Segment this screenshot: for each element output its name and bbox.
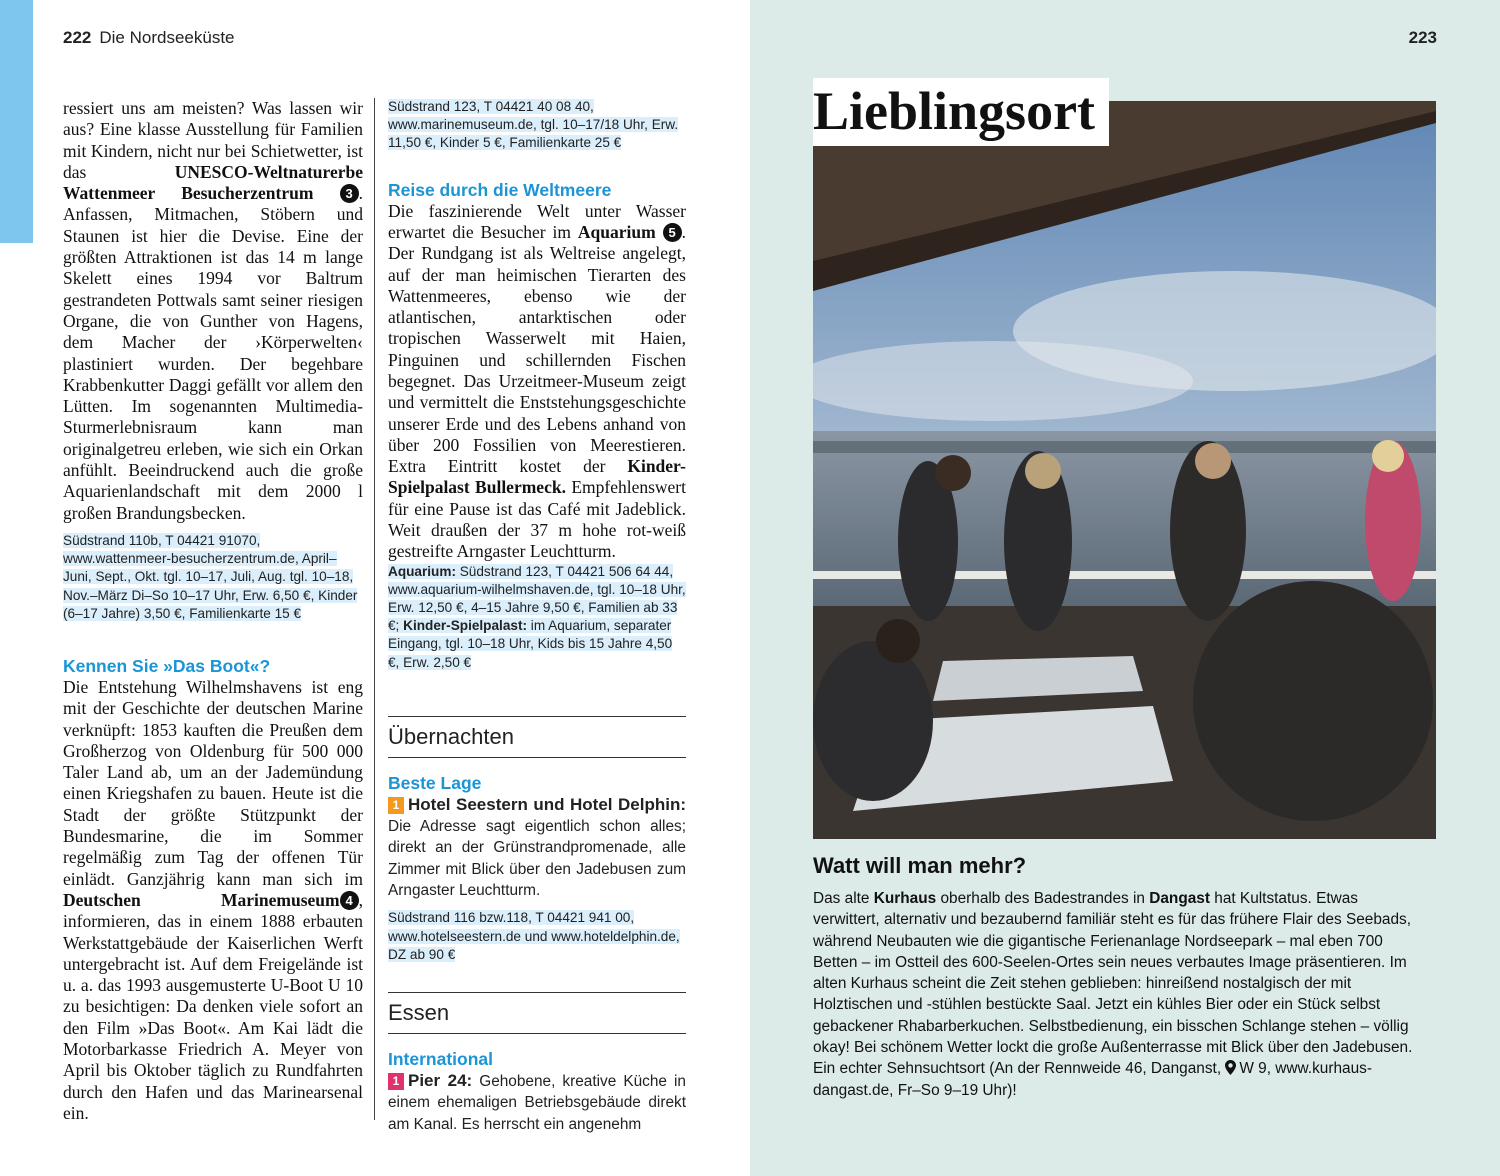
text-run: . Anfassen, Mitmachen, Stöbern und Staunen ist hier die Devise. Eine der größten Attraktionen ist das 14 m lange Skelett eines 1994 vor Baltrum gestrandeten Pottwals samt seiner riesigen Organe, die von Gunther von Hagens, dem Macher der ›Körperwelten‹ plastiniert wurden. Der begehbare Krabbenkutter Daggi gefällt vor allem den Lütten. Im sogenannten Multimedia-Sturmerlebnisraum kann man originalgetreu erleben, wie sich ein Orkan anfühlt. Beeindruckend auch die große Aquarienlandschaft mit dem 2000 l großen Brandungsbecken.: [63, 183, 363, 523]
hotel-entry: [388, 794, 686, 901]
highlight-title: Lieblingsort: [813, 81, 1096, 141]
restaurant-marker: 1: [388, 1073, 404, 1090]
restaurant-entry: [388, 1070, 686, 1135]
subhead-das-boot: Kennen Sie »Das Boot«?: [63, 655, 271, 676]
feature-text: [813, 888, 1413, 1101]
poi-marker: 5: [663, 223, 682, 242]
terrace-photo: [813, 101, 1436, 839]
text-run: hat Kultstatus. Etwas verwittert, alternativ und bezaubernd familiär steht es für das frühere Flair des Seebads, während Neubauten wie die gigantische Ferienanlage Nordseepark – mal eben 700 Betten – im Ostteil des 600-Seelen-Ortes sein neues verbautes Image präsentieren. Im alten Kurhaus scheint die Zeit stehen geblieben: hinreißend nostalgisch der mit Holztischen und -stühlen bestückte Saal. Jetzt ein kühles Bier oder ein Stück selbst gebackener Rhabarberkuchen. Selbstbedienung, ein bisschen Schlange stehen – völlig okay! Bei schönem Wetter lockt die große Außenterrasse mit Blick über den Jadebusen. Ein echter Sehnsuchtsort (An der Rennweide 46, Danganst,: [813, 890, 1413, 1078]
paragraph-marine: [63, 677, 363, 1124]
running-title: Die Nordseeküste: [99, 28, 235, 47]
place-name: Dangast: [1149, 890, 1210, 907]
info-label: Aquarium:: [388, 563, 456, 579]
column-divider: [374, 98, 375, 1120]
page-header-left: [63, 28, 235, 48]
hotel-name: Hotel Seestern und Hotel Delphin:: [408, 794, 686, 814]
info-text: Südstrand 123, T 04421 40 08 40, www.marinemuseum.de, tgl. 10–17/18 Uhr, Erw. 11,50 €, Kinder 5 €, Familienkarte 25 €: [388, 99, 679, 151]
column-1: [63, 98, 363, 1124]
poi-marker: 4: [340, 891, 359, 910]
poi-name: Kinder-Spielpalast Bullermeck.: [388, 456, 686, 498]
text-run: Das alte: [813, 890, 874, 907]
text-run: Die faszinierende Welt unter Wasser erwartet die Besucher im: [388, 200, 686, 242]
info-text: Südstrand 110b, T 04421 91070, www.wattenmeer-besucherzentrum.de, April–Juni, Sept., Okt. tgl. 10–17, Juli, Aug. tgl. 10–18, Nov.–März Di–So 10–17 Uhr, Erw. 6,50 €, Kinder (6–17 Jahre) 3,50 €, Familienkarte 15 €: [63, 532, 358, 621]
text-run: , informieren, das in einem 1888 erbauten Werkstattgebäude der Kaiserlichen Werft untergebracht ist. Auf dem Freigelände ist u. a. das 1993 ausgemusterte U-Boot U 10 zu besichtigen: Da denken viele sofort an den Film »Das Boot«. Am Kai lädt die Motorbarkasse Friedrich A. Meyer von April bis Oktober täglich zu Rundfahrten durch den Hafen und das Marinearsenal ein.: [63, 889, 363, 1123]
subhead-beste-lage: Beste Lage: [388, 772, 482, 793]
page-header-right: [1409, 28, 1437, 48]
page-number: 223: [1408, 28, 1437, 47]
info-text: Südstrand 123, T 04421 506 64 44, www.aquarium-wilhelmshaven.de, tgl. 10–18 Uhr, Erw. 12,50 €, 4–15 Jahre 9,50 €, Familien ab 33 €;: [388, 563, 686, 634]
poi-marker: 3: [340, 184, 359, 203]
paragraph-besucherzentrum: [63, 98, 363, 524]
info-besucherzentrum: [63, 532, 363, 623]
hotel-description: Die Adresse sagt eigentlich schon alles; direkt an der Grünstrandpromenade, alle Zimmer mit Blick über den Jadebusen zum Arngaster Leuchtturm.: [388, 818, 686, 900]
page-number: 222: [63, 28, 92, 47]
text-run: , www.kurhaus-dangast.de, Fr–So 9–19 Uhr)!: [813, 1060, 1372, 1099]
feature-title: Watt will man mehr?: [813, 853, 1027, 878]
poi-name: UNESCO-Weltnaturerbe Wattenmeer Besucherzentrum: [63, 161, 363, 204]
text-run: oberhalb des Badestrandes in: [936, 890, 1150, 907]
restaurant-name: Pier 24:: [408, 1070, 473, 1090]
restaurant-description: Gehobene, kreative Küche in einem ehemaligen Betriebsgebäude direkt am Kanal. Es herrscht ein angenehm: [388, 1072, 686, 1133]
text-run: Die Entstehung Wilhelmshavens ist eng mit der Geschichte der deutschen Marine verknüpft: 1853 kauften die Preußen dem Großherzog von Oldenburg für 500 000 Taler Land ab, um an der Jademündung einen Kriegshafen zu bauen. Heute ist die Stadt der größte Stützpunkt der Bundesmarine, die im Sommer regelmäßig zum Tag der offenen Tür einlädt. Ganzjährig kann man sich im: [63, 676, 363, 889]
highlight-banner: [813, 78, 1109, 146]
map-reference: W 9: [1239, 1060, 1267, 1078]
info-label: Kinder-Spielpalast:: [403, 618, 528, 634]
chapter-tab-marker: [0, 0, 33, 243]
text-run: . Der Rundgang ist als Weltreise angelegt, auf der man heimischen Tierarten des Wattenmeeres, ebenso wie der atlantischen, antarktischen oder tropischen Wasserwelt mit Haien, Pinguinen und schillernden Fischen begegnet. Das Urzeitmeer-Museum zeigt und vermittelt die Enststehungsgeschichte unserer Erde und des Lebens anhand von über 200 Fossilien von Meerestieren. Extra Eintritt kostet der: [388, 221, 686, 477]
subhead-international: International: [388, 1048, 494, 1069]
paragraph-aquarium: [388, 201, 686, 563]
text-run: ressiert uns am meisten? Was lassen wir aus? Eine klasse Ausstellung für Familien mit Kindern, nicht nur bei Schietwetter, ist das: [63, 98, 363, 182]
info-hotel: [388, 909, 686, 964]
poi-name: Aquarium: [577, 221, 656, 242]
info-aquarium: [388, 563, 686, 672]
poi-name: Deutschen Marinemuseum: [63, 889, 340, 910]
info-marinemuseum: [388, 98, 686, 153]
subhead-weltmeere: Reise durch die Weltmeere: [388, 179, 612, 200]
map-pin-icon: [1225, 1060, 1236, 1075]
section-uebernachten: Übernachten: [388, 716, 686, 758]
info-text: Südstrand 116 bzw.118, T 04421 941 00, www.hotelseestern.de und www.hoteldelphin.de, DZ ab 90 €: [388, 910, 680, 962]
column-2: [388, 98, 686, 1135]
info-text: im Aquarium, separater Eingang, tgl. 10–18 Uhr, Kids bis 15 Jahre 4,50 €, Erw. 2,50 €: [388, 618, 673, 670]
section-essen: Essen: [388, 992, 686, 1034]
text-run: Empfehlenswert für eine Pause ist das Café mit Jadeblick. Weit draußen der 37 m hohe rot-weiß gestreifte Arngaster Leuchtturm.: [388, 477, 687, 562]
house-icon: 1: [388, 797, 404, 814]
poi-name: Kurhaus: [873, 890, 937, 907]
